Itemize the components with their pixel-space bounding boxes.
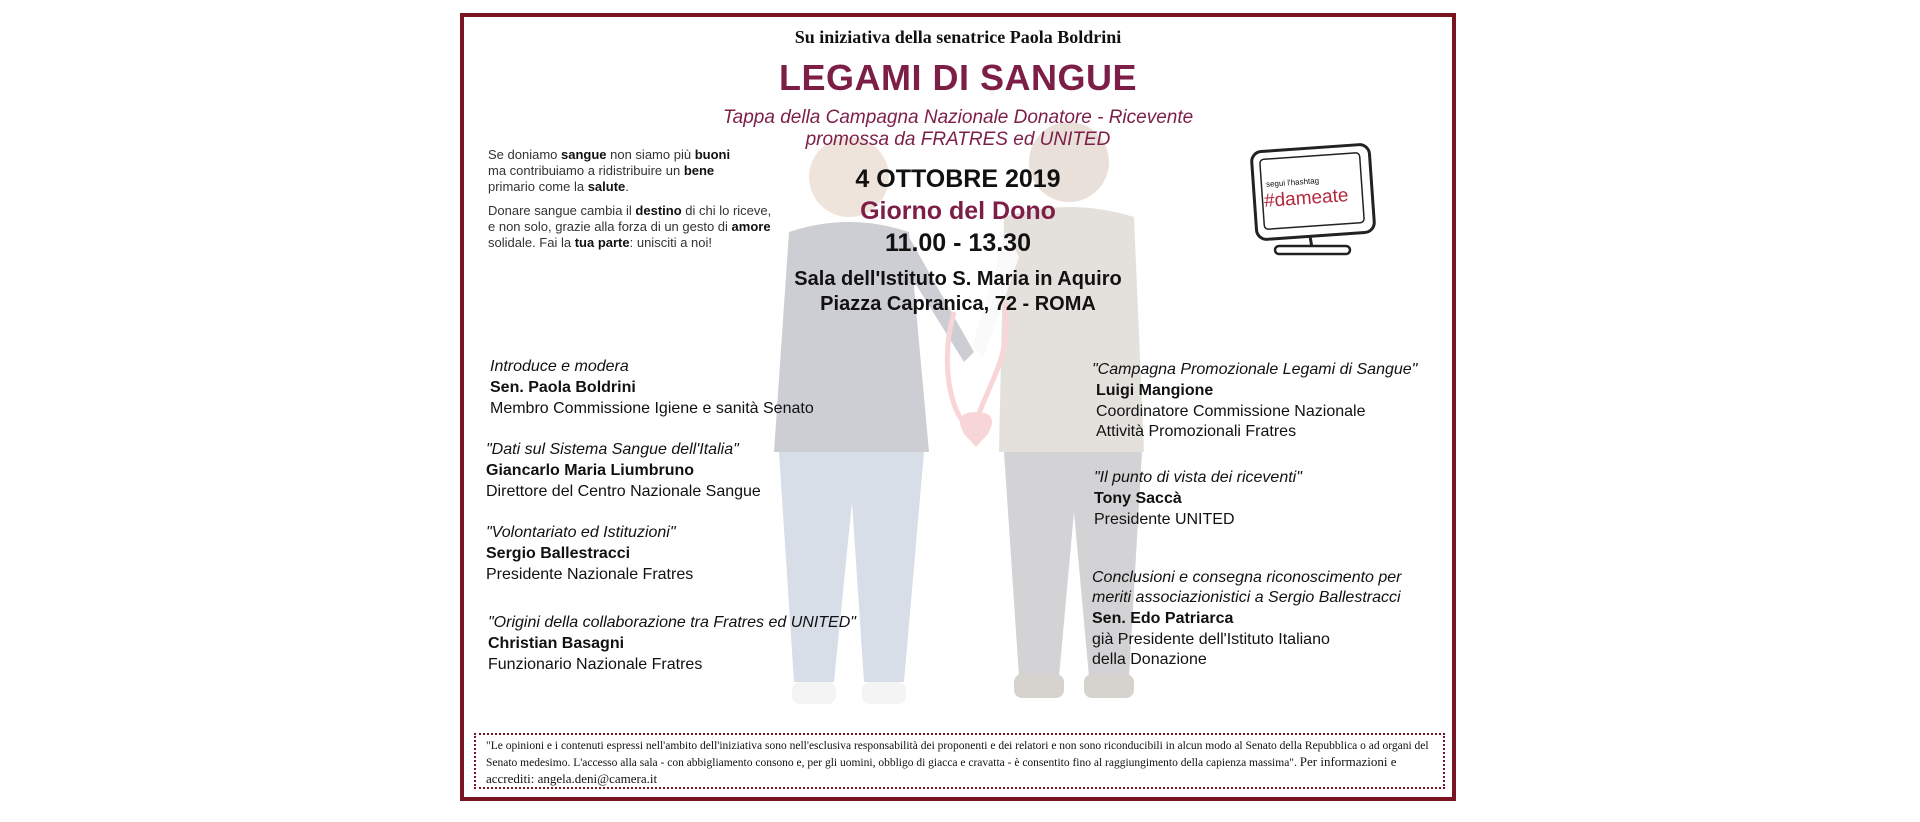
- talk-title: "Il punto di vista dei riceventi": [1094, 469, 1302, 486]
- program-item-3: [486, 523, 693, 585]
- talk-title: "Origini della collaborazione tra Fratres ed UNITED": [488, 614, 856, 631]
- speaker-role: Presidente Nazionale Fratres: [486, 566, 694, 583]
- speaker-role: Presidente UNITED: [1094, 511, 1235, 528]
- event-time: 11.00 - 13.30: [885, 229, 1031, 257]
- talk-title: meriti associazionistici a Sergio Ballestracci: [1092, 589, 1401, 606]
- program-item-4: [488, 613, 856, 675]
- event-day-name: Giorno del Dono: [860, 197, 1056, 225]
- subtitle-line-1: Tappa della Campagna Nazionale Donatore - Ricevente: [722, 107, 1194, 128]
- contact-info: Per informazioni e accrediti: angela.deni@camera.it: [486, 754, 1397, 786]
- program-item-1: [490, 357, 814, 419]
- speaker-name: Sen. Edo Patriarca: [1092, 610, 1234, 627]
- disclaimer-box: [474, 733, 1445, 789]
- talk-title: Introduce e modera: [490, 358, 629, 375]
- speaker-name: Sen. Paola Boldrini: [490, 379, 636, 396]
- speaker-role: Direttore del Centro Nazionale Sangue: [486, 483, 761, 500]
- speaker-name: Sergio Ballestracci: [486, 545, 631, 562]
- event-title: LEGAMI DI SANGUE: [778, 57, 1137, 98]
- speaker-name: Luigi Mangione: [1096, 382, 1214, 399]
- hashtag-hint: segui l'hashtag: [1265, 176, 1320, 189]
- intro-paragraph-2: Donare sangue cambia il destino di chi lo riceve, e non solo, grazie alla forza di un gesto di amore solidale. Fai la tua parte: unisciti a noi!: [488, 203, 772, 250]
- program-item-7: [1092, 568, 1402, 670]
- talk-title: Conclusioni e consegna riconoscimento per: [1092, 569, 1402, 586]
- speaker-role: Funzionario Nazionale Fratres: [488, 656, 703, 673]
- speaker-name: Giancarlo Maria Liumbruno: [486, 462, 695, 479]
- talk-title: "Volontariato ed Istituzioni": [486, 524, 676, 541]
- talk-title: "Dati sul Sistema Sangue dell'Italia": [486, 441, 739, 458]
- speaker-role: Coordinatore Commissione Nazionale: [1096, 403, 1366, 420]
- venue-line-2: Piazza Capranica, 72 - ROMA: [820, 293, 1096, 315]
- speaker-name: Tony Saccà: [1094, 490, 1182, 507]
- subtitle-line-2: promossa da FRATRES ed UNITED: [805, 129, 1111, 150]
- event-poster: [460, 13, 1456, 801]
- speaker-role: Membro Commissione Igiene e sanità Senato: [490, 400, 814, 417]
- speaker-role: già Presidente dell'Istituto Italiano: [1092, 631, 1330, 648]
- speaker-name: Christian Basagni: [488, 635, 625, 652]
- program-item-5: [1092, 360, 1417, 442]
- program-item-2: [486, 440, 761, 502]
- hashtag-text: #dameate: [1263, 185, 1350, 212]
- disclaimer-text: "Le opinioni e i contenuti espressi nell'ambito dell'iniziativa sono nell'esclusiva responsabilità dei proponenti e dei relatori e non sono riconducibili in alcun modo al Senato della Repubblica o ad organi del Senato medesimo. L'accesso alla sala - con abbigliamento consono e, per gli uomini, obbligo di giacca e cravatta - è consentito fino al raggiungimento della capienza massima".: [486, 740, 1429, 769]
- talk-title: "Campagna Promozionale Legami di Sangue": [1092, 361, 1418, 378]
- speaker-role: Attività Promozionali Fratres: [1096, 423, 1297, 440]
- event-date: 4 OTTOBRE 2019: [855, 165, 1061, 193]
- hashtag-monitor: [1250, 142, 1380, 262]
- program-item-6: [1094, 468, 1302, 530]
- intro-paragraph-1: Se doniamo sangue non siamo più buoni ma contribuiamo a ridistribuire un bene primario come la salute.: [488, 147, 731, 194]
- speaker-role: della Donazione: [1092, 651, 1207, 668]
- venue-line-1: Sala dell'Istituto S. Maria in Aquiro: [794, 268, 1122, 290]
- initiative-line: Su iniziativa della senatrice Paola Boldrini: [794, 27, 1122, 47]
